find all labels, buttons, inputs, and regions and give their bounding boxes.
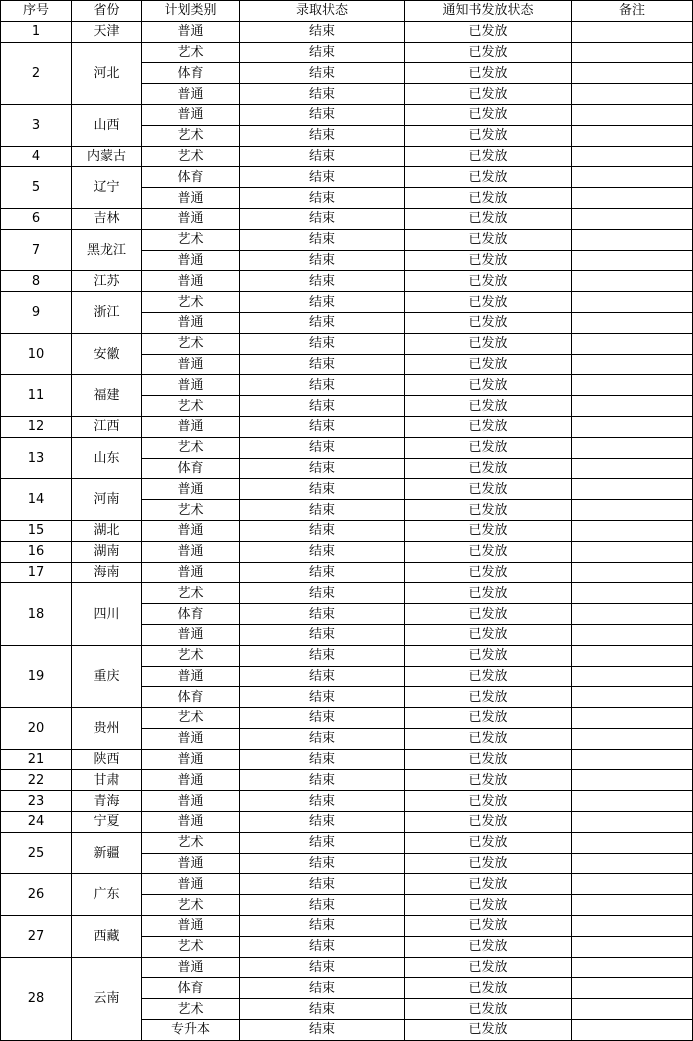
cell-serial-number: 9 bbox=[1, 292, 72, 334]
cell-notice-status: 已发放 bbox=[405, 1020, 572, 1041]
cell-remarks bbox=[572, 832, 693, 853]
cell-notice-status: 已发放 bbox=[405, 437, 572, 458]
cell-plan-category: 普通 bbox=[142, 21, 240, 42]
cell-plan-category: 艺术 bbox=[142, 42, 240, 63]
cell-admission-status: 结束 bbox=[240, 104, 405, 125]
cell-province: 贵州 bbox=[72, 708, 142, 750]
cell-notice-status: 已发放 bbox=[405, 250, 572, 271]
cell-notice-status: 已发放 bbox=[405, 354, 572, 375]
cell-plan-category: 普通 bbox=[142, 416, 240, 437]
cell-notice-status: 已发放 bbox=[405, 500, 572, 521]
cell-plan-category: 普通 bbox=[142, 770, 240, 791]
cell-notice-status: 已发放 bbox=[405, 853, 572, 874]
cell-serial-number: 28 bbox=[1, 957, 72, 1040]
cell-notice-status: 已发放 bbox=[405, 271, 572, 292]
cell-serial-number: 8 bbox=[1, 271, 72, 292]
cell-notice-status: 已发放 bbox=[405, 375, 572, 396]
cell-remarks bbox=[572, 416, 693, 437]
table-row bbox=[1, 791, 693, 812]
cell-serial-number: 16 bbox=[1, 541, 72, 562]
cell-province: 吉林 bbox=[72, 208, 142, 229]
cell-notice-status: 已发放 bbox=[405, 188, 572, 209]
cell-plan-category: 艺术 bbox=[142, 292, 240, 313]
cell-notice-status: 已发放 bbox=[405, 999, 572, 1020]
cell-admission-status: 结束 bbox=[240, 21, 405, 42]
cell-notice-status: 已发放 bbox=[405, 562, 572, 583]
cell-notice-status: 已发放 bbox=[405, 583, 572, 604]
cell-plan-category: 普通 bbox=[142, 624, 240, 645]
table-row bbox=[1, 749, 693, 770]
cell-remarks bbox=[572, 271, 693, 292]
cell-admission-status: 结束 bbox=[240, 479, 405, 500]
cell-admission-status: 结束 bbox=[240, 312, 405, 333]
cell-remarks bbox=[572, 208, 693, 229]
cell-plan-category: 艺术 bbox=[142, 125, 240, 146]
cell-plan-category: 体育 bbox=[142, 63, 240, 84]
cell-serial-number: 3 bbox=[1, 104, 72, 146]
cell-notice-status: 已发放 bbox=[405, 146, 572, 167]
cell-remarks bbox=[572, 812, 693, 833]
header-remarks: 备注 bbox=[572, 1, 693, 22]
cell-notice-status: 已发放 bbox=[405, 812, 572, 833]
cell-admission-status: 结束 bbox=[240, 458, 405, 479]
table-row bbox=[1, 812, 693, 833]
cell-admission-status: 结束 bbox=[240, 895, 405, 916]
cell-admission-status: 结束 bbox=[240, 791, 405, 812]
table-row bbox=[1, 479, 693, 500]
cell-admission-status: 结束 bbox=[240, 978, 405, 999]
cell-notice-status: 已发放 bbox=[405, 396, 572, 417]
cell-remarks bbox=[572, 687, 693, 708]
cell-plan-category: 体育 bbox=[142, 458, 240, 479]
cell-admission-status: 结束 bbox=[240, 396, 405, 417]
cell-province: 甘肃 bbox=[72, 770, 142, 791]
cell-notice-status: 已发放 bbox=[405, 333, 572, 354]
cell-admission-status: 结束 bbox=[240, 708, 405, 729]
cell-province: 河北 bbox=[72, 42, 142, 104]
cell-plan-category: 普通 bbox=[142, 84, 240, 105]
cell-serial-number: 6 bbox=[1, 208, 72, 229]
cell-notice-status: 已发放 bbox=[405, 749, 572, 770]
cell-admission-status: 结束 bbox=[240, 916, 405, 937]
cell-plan-category: 艺术 bbox=[142, 895, 240, 916]
cell-serial-number: 13 bbox=[1, 437, 72, 479]
cell-admission-status: 结束 bbox=[240, 957, 405, 978]
cell-notice-status: 已发放 bbox=[405, 416, 572, 437]
cell-admission-status: 结束 bbox=[240, 375, 405, 396]
cell-notice-status: 已发放 bbox=[405, 458, 572, 479]
cell-notice-status: 已发放 bbox=[405, 645, 572, 666]
cell-remarks bbox=[572, 500, 693, 521]
cell-remarks bbox=[572, 791, 693, 812]
cell-plan-category: 普通 bbox=[142, 853, 240, 874]
cell-serial-number: 19 bbox=[1, 645, 72, 707]
cell-admission-status: 结束 bbox=[240, 229, 405, 250]
cell-admission-status: 结束 bbox=[240, 500, 405, 521]
cell-plan-category: 普通 bbox=[142, 541, 240, 562]
cell-remarks bbox=[572, 624, 693, 645]
cell-notice-status: 已发放 bbox=[405, 832, 572, 853]
cell-remarks bbox=[572, 229, 693, 250]
cell-admission-status: 结束 bbox=[240, 42, 405, 63]
cell-serial-number: 11 bbox=[1, 375, 72, 417]
cell-admission-status: 结束 bbox=[240, 84, 405, 105]
cell-remarks bbox=[572, 853, 693, 874]
cell-province: 辽宁 bbox=[72, 167, 142, 209]
table-row bbox=[1, 333, 693, 354]
table-header bbox=[1, 1, 693, 22]
cell-plan-category: 体育 bbox=[142, 604, 240, 625]
cell-remarks bbox=[572, 21, 693, 42]
header-serial-number: 序号 bbox=[1, 1, 72, 22]
cell-admission-status: 结束 bbox=[240, 604, 405, 625]
cell-notice-status: 已发放 bbox=[405, 229, 572, 250]
cell-plan-category: 艺术 bbox=[142, 583, 240, 604]
cell-province: 内蒙古 bbox=[72, 146, 142, 167]
cell-plan-category: 普通 bbox=[142, 250, 240, 271]
cell-notice-status: 已发放 bbox=[405, 895, 572, 916]
cell-plan-category: 普通 bbox=[142, 208, 240, 229]
cell-serial-number: 10 bbox=[1, 333, 72, 375]
cell-admission-status: 结束 bbox=[240, 624, 405, 645]
cell-remarks bbox=[572, 562, 693, 583]
cell-province: 浙江 bbox=[72, 292, 142, 334]
cell-remarks bbox=[572, 104, 693, 125]
table-row bbox=[1, 916, 693, 937]
cell-plan-category: 普通 bbox=[142, 791, 240, 812]
cell-admission-status: 结束 bbox=[240, 687, 405, 708]
cell-notice-status: 已发放 bbox=[405, 167, 572, 188]
cell-admission-status: 结束 bbox=[240, 541, 405, 562]
cell-plan-category: 艺术 bbox=[142, 500, 240, 521]
cell-remarks bbox=[572, 541, 693, 562]
cell-notice-status: 已发放 bbox=[405, 624, 572, 645]
cell-notice-status: 已发放 bbox=[405, 21, 572, 42]
cell-plan-category: 普通 bbox=[142, 562, 240, 583]
cell-admission-status: 结束 bbox=[240, 874, 405, 895]
cell-remarks bbox=[572, 520, 693, 541]
cell-notice-status: 已发放 bbox=[405, 292, 572, 313]
cell-serial-number: 21 bbox=[1, 749, 72, 770]
cell-remarks bbox=[572, 333, 693, 354]
cell-notice-status: 已发放 bbox=[405, 916, 572, 937]
cell-admission-status: 结束 bbox=[240, 437, 405, 458]
cell-province: 陕西 bbox=[72, 749, 142, 770]
cell-plan-category: 普通 bbox=[142, 188, 240, 209]
table-row bbox=[1, 375, 693, 396]
cell-admission-status: 结束 bbox=[240, 749, 405, 770]
cell-admission-status: 结束 bbox=[240, 666, 405, 687]
table-row bbox=[1, 42, 693, 63]
cell-remarks bbox=[572, 396, 693, 417]
cell-serial-number: 2 bbox=[1, 42, 72, 104]
cell-notice-status: 已发放 bbox=[405, 63, 572, 84]
cell-remarks bbox=[572, 999, 693, 1020]
cell-notice-status: 已发放 bbox=[405, 125, 572, 146]
cell-plan-category: 普通 bbox=[142, 354, 240, 375]
table-row bbox=[1, 832, 693, 853]
cell-remarks bbox=[572, 479, 693, 500]
cell-notice-status: 已发放 bbox=[405, 666, 572, 687]
cell-notice-status: 已发放 bbox=[405, 770, 572, 791]
cell-notice-status: 已发放 bbox=[405, 42, 572, 63]
table-row bbox=[1, 146, 693, 167]
table-row bbox=[1, 21, 693, 42]
cell-plan-category: 体育 bbox=[142, 978, 240, 999]
cell-serial-number: 20 bbox=[1, 708, 72, 750]
cell-plan-category: 艺术 bbox=[142, 645, 240, 666]
cell-province: 湖北 bbox=[72, 520, 142, 541]
cell-plan-category: 艺术 bbox=[142, 936, 240, 957]
cell-province: 江西 bbox=[72, 416, 142, 437]
table-row bbox=[1, 229, 693, 250]
cell-plan-category: 普通 bbox=[142, 666, 240, 687]
cell-serial-number: 25 bbox=[1, 832, 72, 874]
cell-admission-status: 结束 bbox=[240, 63, 405, 84]
cell-serial-number: 1 bbox=[1, 21, 72, 42]
cell-plan-category: 艺术 bbox=[142, 396, 240, 417]
cell-remarks bbox=[572, 188, 693, 209]
cell-admission-status: 结束 bbox=[240, 354, 405, 375]
cell-notice-status: 已发放 bbox=[405, 84, 572, 105]
cell-serial-number: 17 bbox=[1, 562, 72, 583]
cell-remarks bbox=[572, 63, 693, 84]
table-row bbox=[1, 104, 693, 125]
table-row bbox=[1, 437, 693, 458]
cell-serial-number: 4 bbox=[1, 146, 72, 167]
cell-province: 新疆 bbox=[72, 832, 142, 874]
cell-remarks bbox=[572, 978, 693, 999]
cell-province: 青海 bbox=[72, 791, 142, 812]
cell-notice-status: 已发放 bbox=[405, 479, 572, 500]
table-row bbox=[1, 520, 693, 541]
cell-admission-status: 结束 bbox=[240, 812, 405, 833]
header-notice-status: 通知书发放状态 bbox=[405, 1, 572, 22]
cell-province: 重庆 bbox=[72, 645, 142, 707]
table-row bbox=[1, 562, 693, 583]
cell-remarks bbox=[572, 957, 693, 978]
cell-admission-status: 结束 bbox=[240, 416, 405, 437]
cell-plan-category: 普通 bbox=[142, 271, 240, 292]
cell-province: 湖南 bbox=[72, 541, 142, 562]
cell-admission-status: 结束 bbox=[240, 936, 405, 957]
cell-serial-number: 24 bbox=[1, 812, 72, 833]
cell-plan-category: 普通 bbox=[142, 520, 240, 541]
cell-admission-status: 结束 bbox=[240, 333, 405, 354]
cell-remarks bbox=[572, 874, 693, 895]
cell-remarks bbox=[572, 604, 693, 625]
header-row bbox=[1, 1, 693, 22]
cell-plan-category: 艺术 bbox=[142, 832, 240, 853]
cell-admission-status: 结束 bbox=[240, 999, 405, 1020]
cell-serial-number: 14 bbox=[1, 479, 72, 521]
table-row bbox=[1, 271, 693, 292]
cell-admission-status: 结束 bbox=[240, 208, 405, 229]
cell-plan-category: 普通 bbox=[142, 957, 240, 978]
cell-remarks bbox=[572, 146, 693, 167]
cell-admission-status: 结束 bbox=[240, 271, 405, 292]
cell-province: 宁夏 bbox=[72, 812, 142, 833]
header-province: 省份 bbox=[72, 1, 142, 22]
table-row bbox=[1, 208, 693, 229]
cell-province: 广东 bbox=[72, 874, 142, 916]
cell-remarks bbox=[572, 375, 693, 396]
cell-serial-number: 22 bbox=[1, 770, 72, 791]
cell-plan-category: 艺术 bbox=[142, 229, 240, 250]
cell-notice-status: 已发放 bbox=[405, 791, 572, 812]
cell-admission-status: 结束 bbox=[240, 520, 405, 541]
cell-remarks bbox=[572, 354, 693, 375]
cell-serial-number: 7 bbox=[1, 229, 72, 271]
cell-province: 天津 bbox=[72, 21, 142, 42]
cell-serial-number: 27 bbox=[1, 916, 72, 958]
table-row bbox=[1, 583, 693, 604]
cell-plan-category: 艺术 bbox=[142, 333, 240, 354]
cell-remarks bbox=[572, 167, 693, 188]
cell-notice-status: 已发放 bbox=[405, 957, 572, 978]
cell-plan-category: 普通 bbox=[142, 479, 240, 500]
cell-remarks bbox=[572, 250, 693, 271]
cell-remarks bbox=[572, 708, 693, 729]
cell-admission-status: 结束 bbox=[240, 292, 405, 313]
cell-plan-category: 普通 bbox=[142, 104, 240, 125]
cell-serial-number: 5 bbox=[1, 167, 72, 209]
cell-remarks bbox=[572, 916, 693, 937]
cell-plan-category: 普通 bbox=[142, 812, 240, 833]
cell-remarks bbox=[572, 125, 693, 146]
table-row bbox=[1, 874, 693, 895]
cell-notice-status: 已发放 bbox=[405, 874, 572, 895]
cell-admission-status: 结束 bbox=[240, 645, 405, 666]
cell-remarks bbox=[572, 666, 693, 687]
cell-remarks bbox=[572, 437, 693, 458]
cell-province: 四川 bbox=[72, 583, 142, 645]
cell-admission-status: 结束 bbox=[240, 250, 405, 271]
table-row bbox=[1, 708, 693, 729]
cell-notice-status: 已发放 bbox=[405, 687, 572, 708]
cell-plan-category: 艺术 bbox=[142, 146, 240, 167]
cell-province: 海南 bbox=[72, 562, 142, 583]
cell-serial-number: 12 bbox=[1, 416, 72, 437]
cell-province: 山西 bbox=[72, 104, 142, 146]
cell-admission-status: 结束 bbox=[240, 1020, 405, 1041]
cell-serial-number: 26 bbox=[1, 874, 72, 916]
cell-remarks bbox=[572, 458, 693, 479]
cell-notice-status: 已发放 bbox=[405, 208, 572, 229]
cell-admission-status: 结束 bbox=[240, 188, 405, 209]
cell-remarks bbox=[572, 645, 693, 666]
table-row bbox=[1, 416, 693, 437]
cell-notice-status: 已发放 bbox=[405, 936, 572, 957]
cell-remarks bbox=[572, 749, 693, 770]
cell-notice-status: 已发放 bbox=[405, 520, 572, 541]
table-row bbox=[1, 645, 693, 666]
cell-plan-category: 普通 bbox=[142, 874, 240, 895]
cell-remarks bbox=[572, 936, 693, 957]
cell-remarks bbox=[572, 1020, 693, 1041]
table-row bbox=[1, 167, 693, 188]
cell-remarks bbox=[572, 895, 693, 916]
cell-province: 山东 bbox=[72, 437, 142, 479]
cell-plan-category: 普通 bbox=[142, 312, 240, 333]
cell-remarks bbox=[572, 292, 693, 313]
cell-admission-status: 结束 bbox=[240, 728, 405, 749]
cell-plan-category: 普通 bbox=[142, 728, 240, 749]
cell-admission-status: 结束 bbox=[240, 853, 405, 874]
cell-province: 江苏 bbox=[72, 271, 142, 292]
cell-province: 黑龙江 bbox=[72, 229, 142, 271]
cell-notice-status: 已发放 bbox=[405, 728, 572, 749]
cell-serial-number: 18 bbox=[1, 583, 72, 645]
cell-notice-status: 已发放 bbox=[405, 104, 572, 125]
table-row bbox=[1, 541, 693, 562]
cell-province: 安徽 bbox=[72, 333, 142, 375]
cell-remarks bbox=[572, 728, 693, 749]
cell-notice-status: 已发放 bbox=[405, 312, 572, 333]
cell-plan-category: 体育 bbox=[142, 687, 240, 708]
table-row bbox=[1, 292, 693, 313]
cell-serial-number: 15 bbox=[1, 520, 72, 541]
header-plan-category: 计划类别 bbox=[142, 1, 240, 22]
cell-admission-status: 结束 bbox=[240, 770, 405, 791]
cell-notice-status: 已发放 bbox=[405, 604, 572, 625]
cell-plan-category: 专升本 bbox=[142, 1020, 240, 1041]
cell-plan-category: 普通 bbox=[142, 916, 240, 937]
cell-serial-number: 23 bbox=[1, 791, 72, 812]
cell-province: 福建 bbox=[72, 375, 142, 417]
cell-remarks bbox=[572, 84, 693, 105]
cell-admission-status: 结束 bbox=[240, 125, 405, 146]
table-row bbox=[1, 957, 693, 978]
cell-province: 西藏 bbox=[72, 916, 142, 958]
cell-remarks bbox=[572, 583, 693, 604]
table-body bbox=[1, 21, 693, 1040]
cell-notice-status: 已发放 bbox=[405, 708, 572, 729]
cell-plan-category: 艺术 bbox=[142, 708, 240, 729]
cell-admission-status: 结束 bbox=[240, 832, 405, 853]
cell-remarks bbox=[572, 42, 693, 63]
cell-notice-status: 已发放 bbox=[405, 978, 572, 999]
cell-province: 河南 bbox=[72, 479, 142, 521]
table-row bbox=[1, 770, 693, 791]
cell-plan-category: 艺术 bbox=[142, 437, 240, 458]
cell-plan-category: 体育 bbox=[142, 167, 240, 188]
cell-remarks bbox=[572, 312, 693, 333]
cell-province: 云南 bbox=[72, 957, 142, 1040]
cell-admission-status: 结束 bbox=[240, 562, 405, 583]
cell-notice-status: 已发放 bbox=[405, 541, 572, 562]
cell-plan-category: 普通 bbox=[142, 749, 240, 770]
header-admission-status: 录取状态 bbox=[240, 1, 405, 22]
cell-admission-status: 结束 bbox=[240, 167, 405, 188]
cell-plan-category: 艺术 bbox=[142, 999, 240, 1020]
cell-admission-status: 结束 bbox=[240, 146, 405, 167]
cell-admission-status: 结束 bbox=[240, 583, 405, 604]
cell-remarks bbox=[572, 770, 693, 791]
cell-plan-category: 普通 bbox=[142, 375, 240, 396]
